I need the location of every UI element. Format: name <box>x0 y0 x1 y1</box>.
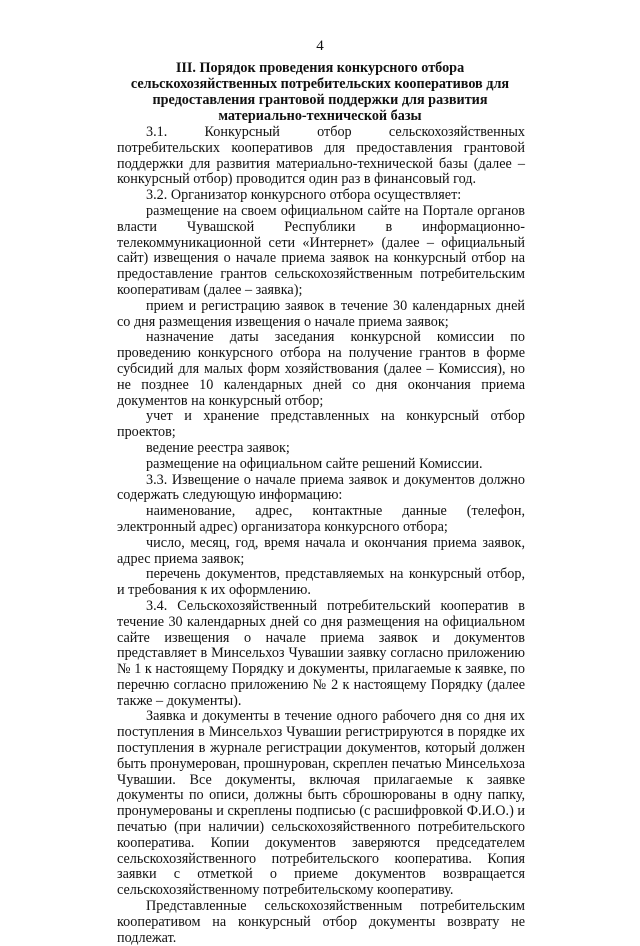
list-item-registry: ведение реестра заявок; <box>146 439 290 456</box>
list-item-organizer-contacts: наименование, адрес, контактные данные (телефон, электронный адрес) организатора конкурсного отбора; <box>117 503 525 535</box>
list-item-publish-decisions: размещение на официальном сайте решений Комиссии. <box>146 455 483 472</box>
list-item-intake-dates: число, месяц, год, время начала и окончания приема заявок, адрес приема заявок; <box>117 534 525 567</box>
list-item-website-notice: размещение на своем официальном сайте на Портале органов власти Чувашской Республики в информационно-телекоммуникационной сети «Интернет» (далее – официальный сайт) извещения о начале приема заявок на конкурсный отбор на предоставление грантов сельскохозяйственным потребительским кооперативам (далее – заявка); <box>117 202 525 298</box>
paragraph-3-1: 3.1. Конкурсный отбор сельскохозяйственных потребительских кооперативов для предоставления грантовой поддержки для развития материально-технической базы (далее – конкурсный отбор) проводится один раз в финансовый год. <box>117 124 525 188</box>
page-number: 4 <box>316 38 324 54</box>
document-body <box>117 125 525 946</box>
list-item-commission-date: назначение даты заседания конкурсной комиссии по проведению конкурсного отбора на получение грантов в форме субсидий для малых форм хозяйствования (далее – Комиссия), но не позднее 10 календарных дней со дня окончания приема документов на конкурсный отбор; <box>117 329 525 409</box>
list-item-application-intake: прием и регистрацию заявок в течение 30 календарных дней со дня размещения извещения о начале приема заявок; <box>117 297 525 330</box>
paragraph-3-3: 3.3. Извещение о начале приема заявок и документов должно содержать следующую информацию: <box>117 471 525 504</box>
paragraph-3-4: 3.4. Сельскохозяйственный потребительский кооператив в течение 30 календарных дней со дня размещения на официальном сайте извещения о начале приема заявок и документов представляет в Минсельхоз Чувашии заявку согласно приложению № 1 к настоящему Порядку и документы, прилагаемые к заявке, по перечню согласно приложению № 2 к настоящему Порядку (далее также – документы). <box>117 597 525 709</box>
list-item-project-storage: учет и хранение представленных на конкурсный отбор проектов; <box>117 408 525 441</box>
paragraph-no-return: Представленные сельскохозяйственным потребительским кооперативом на конкурсный отбор документы возврату не подлежат. <box>117 898 525 946</box>
paragraph-registration: Заявка и документы в течение одного рабочего дня со дня их поступления в Минсельхоз Чувашии регистрируются в порядке их поступления в журнале регистрации документов, который должен быть пронумерован, прошнурован, скреплен печатью Минсельхоза Чувашии. Все документы, включая прилагаемые к заявке документы по описи, должны быть сброшюрованы в одну папку, пронумерованы и скреплены подписью (с расшифровкой Ф.И.О.) и печатью (при наличии) сельскохозяйственного потребительского кооператива. Копии документов заверяются председателем сельскохозяйственного потребительского кооператива. Копия заявки с отметкой о приеме документов возвращается сельскохозяйственному потребительскому кооперативу. <box>117 708 525 899</box>
paragraph-3-2: 3.2. Организатор конкурсного отбора осуществляет: <box>146 187 462 204</box>
section-heading: III. Порядок проведения конкурсного отбора сельскохозяйственных потребительских кооперативов для предоставления грантовой поддержки для развития материально-технической базы <box>130 60 510 124</box>
list-item-document-list: перечень документов, представляемых на конкурсный отбор, и требования к их оформлению. <box>117 566 525 599</box>
